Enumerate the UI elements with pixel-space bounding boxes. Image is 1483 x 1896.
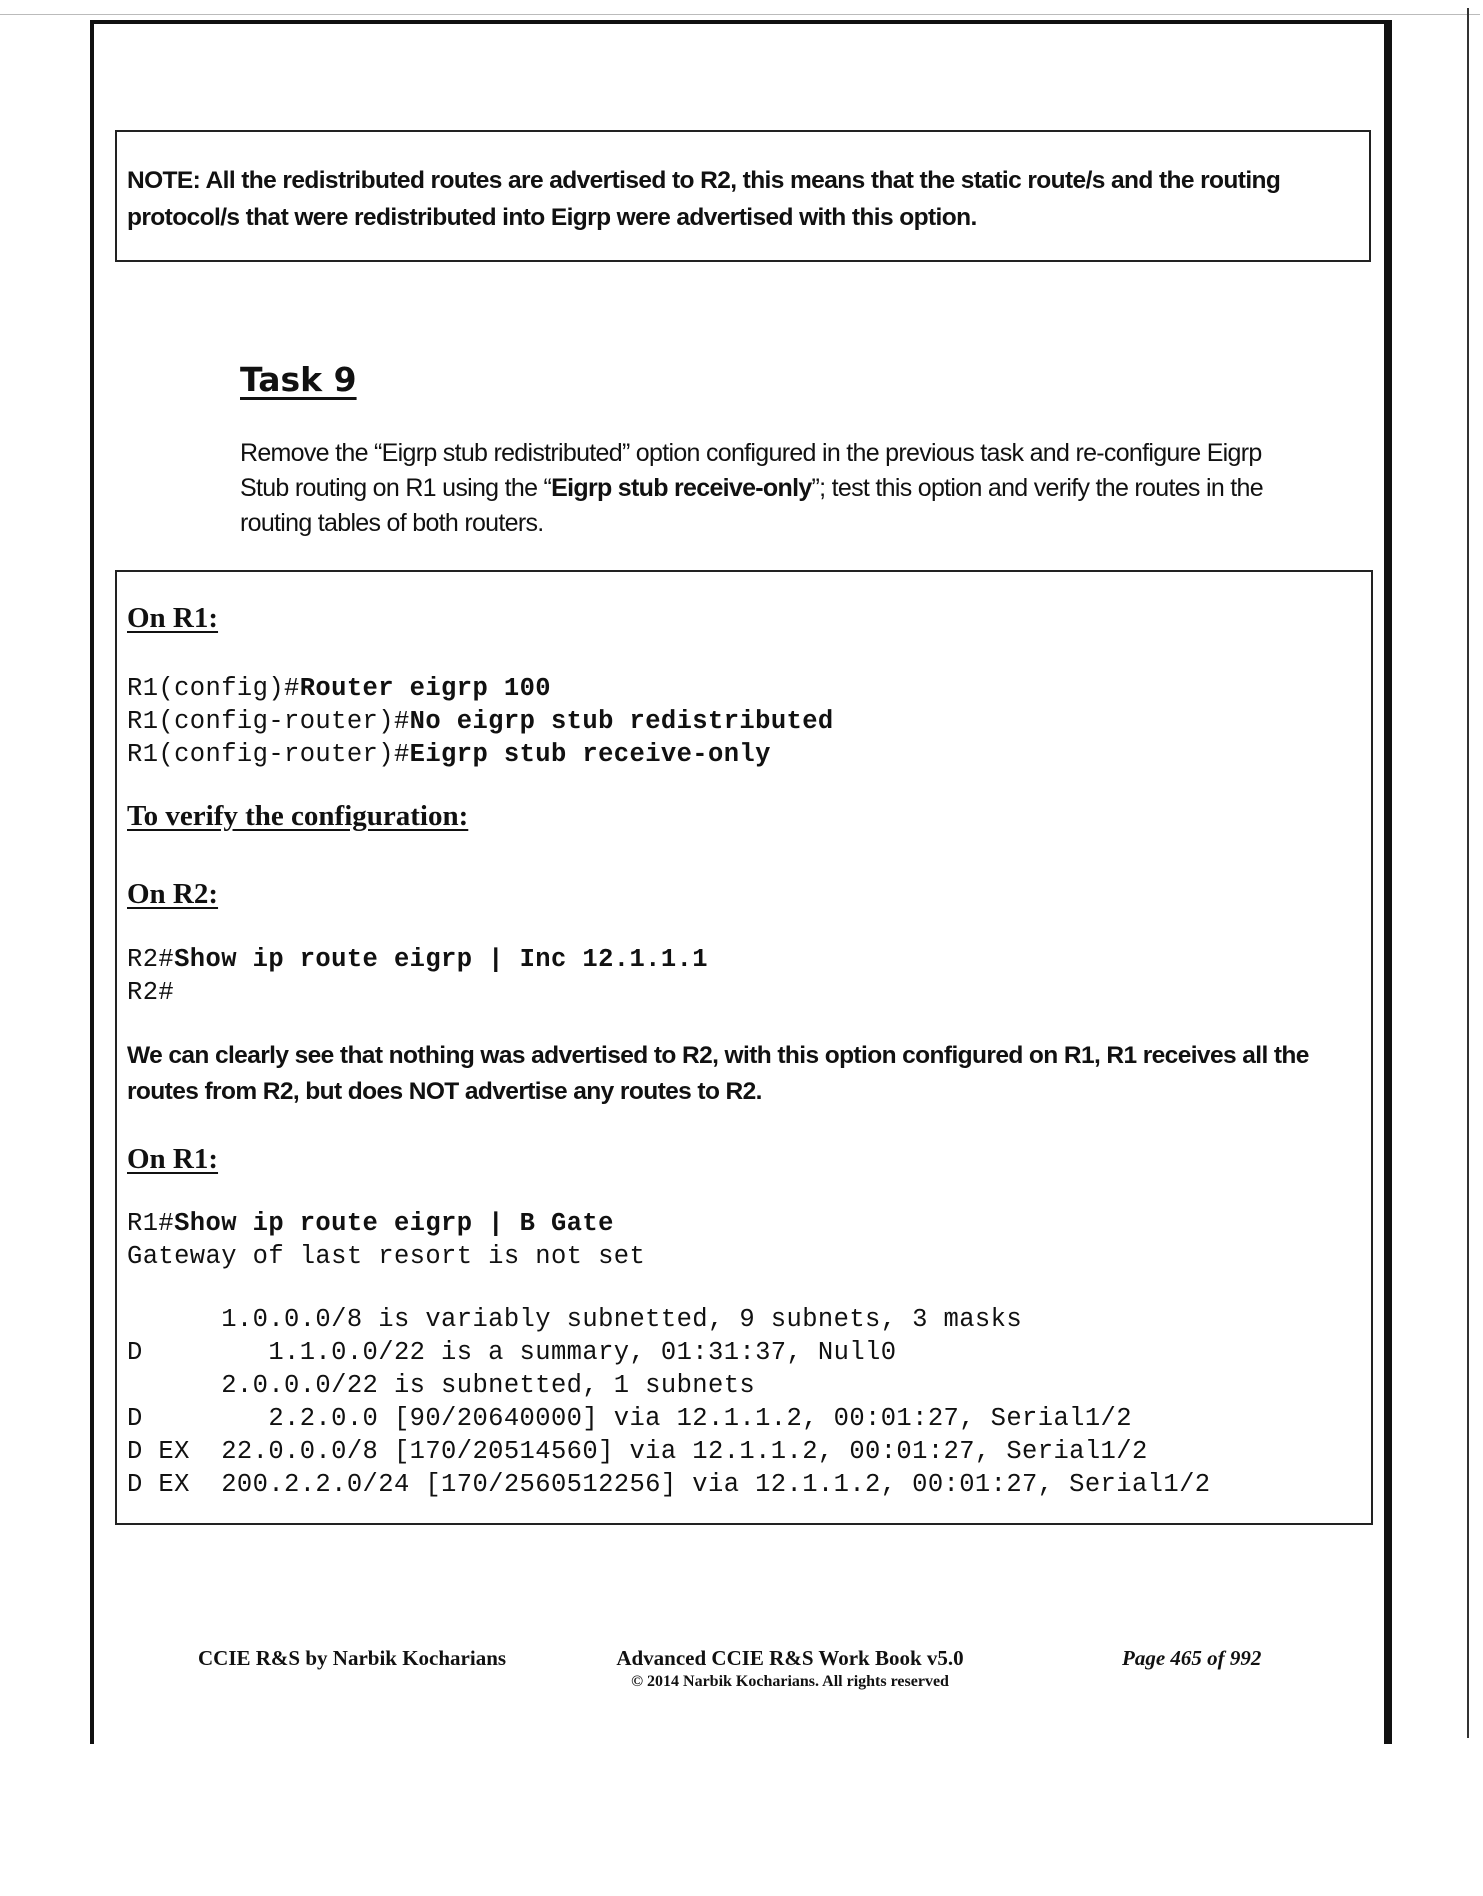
config-line bbox=[127, 738, 834, 771]
task-text-bold: Eigrp stub receive-only bbox=[551, 474, 812, 502]
heading-on-r2: On R2: bbox=[127, 878, 219, 910]
blank-line bbox=[127, 1273, 1210, 1303]
route-line: D 1.1.0.0/22 is a summary, 01:31:37, Null0 bbox=[127, 1338, 897, 1367]
task-text-part1: Remove the “Eigrp stub redistributed” option configured in the previous task and re-configure Eigrp Stub routing on R1 using the “ bbox=[240, 439, 1262, 502]
task-title: Task 9 bbox=[240, 360, 357, 399]
task-text-part2: ”; test this option and verify the routes in the routing tables of both routers. bbox=[240, 474, 1263, 537]
prompt: R1# bbox=[127, 1209, 175, 1238]
footer-author: CCIE R&S by Narbik Kocharians bbox=[198, 1646, 507, 1670]
command: Eigrp stub receive-only bbox=[409, 740, 771, 769]
note-text: NOTE: All the redistributed routes are advertised to R2, this means that the static route/s and the routing protocol/s that were redistributed into Eigrp were advertised with this option. bbox=[127, 167, 1281, 231]
heading-verify: To verify the configuration: bbox=[127, 800, 469, 832]
route-line: D EX 200.2.2.0/24 [170/2560512256] via 12.1.1.2, 00:01:27, Serial1/2 bbox=[127, 1470, 1211, 1499]
prompt: R2# bbox=[127, 945, 175, 974]
footer-copyright: © 2014 Narbik Kocharians. All rights reserved bbox=[631, 1673, 949, 1690]
route-line: D EX 22.0.0.0/8 [170/20514560] via 12.1.1.2, 00:01:27, Serial1/2 bbox=[127, 1437, 1148, 1466]
config-commands bbox=[127, 672, 834, 771]
config-line bbox=[127, 705, 834, 738]
footer-page-number: Page 465 of 992 bbox=[1122, 1646, 1262, 1670]
config-line bbox=[127, 672, 834, 705]
prompt: R1(config)# bbox=[127, 674, 300, 703]
command: No eigrp stub redistributed bbox=[409, 707, 834, 736]
r2-commands bbox=[127, 943, 708, 1009]
footer-book-title: Advanced CCIE R&S Work Book v5.0 bbox=[616, 1646, 964, 1670]
scan-edge-line bbox=[1467, 8, 1469, 1738]
prompt: R1(config-router)# bbox=[127, 707, 410, 736]
command: Router eigrp 100 bbox=[299, 674, 551, 703]
route-line: 1.0.0.0/8 is variably subnetted, 9 subnets, 3 masks bbox=[127, 1305, 1023, 1334]
route-line: 2.0.0.0/22 is subnetted, 1 subnets bbox=[127, 1371, 756, 1400]
command: Show ip route eigrp | B Gate bbox=[174, 1209, 614, 1238]
command: Show ip route eigrp | Inc 12.1.1.1 bbox=[174, 945, 708, 974]
footer-book bbox=[580, 1646, 1000, 1691]
prompt: R1(config-router)# bbox=[127, 740, 410, 769]
explanation-text: We can clearly see that nothing was advertised to R2, with this option configured on R1, R1 receives all the routes from R2, but does NOT advertise any routes to R2. bbox=[127, 1042, 1309, 1105]
heading-on-r1-verify: On R1: bbox=[127, 1143, 219, 1175]
task-description bbox=[240, 436, 1270, 541]
route-line: D 2.2.0.0 [90/20640000] via 12.1.1.2, 00:01:27, Serial1/2 bbox=[127, 1404, 1132, 1433]
gateway-line: Gateway of last resort is not set bbox=[127, 1242, 646, 1271]
r2-command-line bbox=[127, 943, 708, 976]
heading-on-r1-config: On R1: bbox=[127, 602, 219, 634]
r1-command-line bbox=[127, 1207, 1210, 1240]
r2-output-line: R2# bbox=[127, 978, 175, 1007]
scan-artifact-line bbox=[0, 14, 1480, 15]
r1-show-output bbox=[127, 1207, 1210, 1501]
